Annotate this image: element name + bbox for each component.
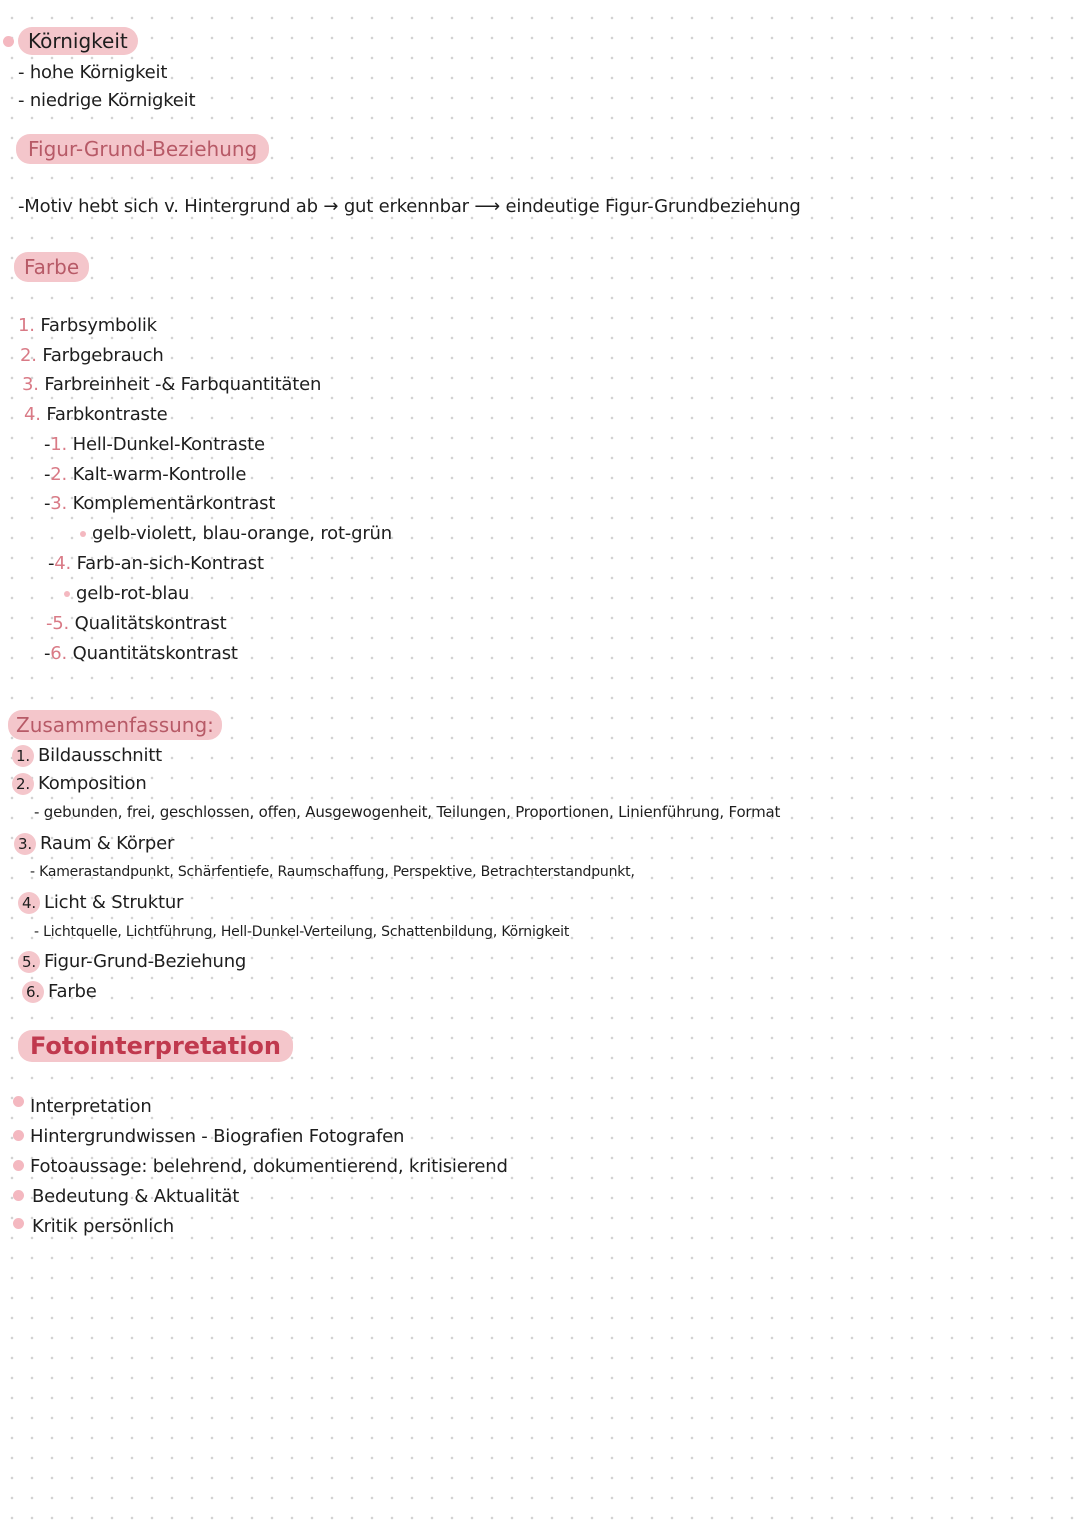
detail-line: - gebunden, frei, geschlossen, offen, Ausgewogenheit, Teilungen, Proportionen, Linienführung, Format (34, 803, 781, 821)
bullet-item: gelb-rot-blau (64, 582, 189, 606)
arrow-right-icon: → (323, 196, 339, 217)
list-item: 3. Farbreinheit -& Farbquantitäten (22, 374, 322, 395)
long-arrow-right-icon: ⟶ (474, 196, 500, 217)
list-item: 3. Raum & Körper (14, 832, 174, 856)
list-item: - hohe Körnigkeit (18, 62, 168, 83)
list-item: 2. Farbgebrauch (20, 345, 164, 366)
detail-line: - Kamerastandpunkt, Schärfentiefe, Raumschaffung, Perspektive, Betrachterstandpunkt, (30, 864, 635, 880)
bullet-dot (80, 531, 86, 537)
list-item: Fotoaussage: belehrend, dokumentierend, kritisierend (30, 1156, 508, 1177)
bullet-dot (13, 1160, 24, 1171)
bullet-item: gelb-violett, blau-orange, rot-grün (80, 522, 392, 546)
sub-list-item: -1. Hell-Dunkel-Kontraste (44, 434, 265, 455)
heading-farbe: Farbe (14, 252, 89, 282)
list-item: 4. Farbkontraste (24, 404, 168, 425)
bullet-dot (13, 1096, 24, 1107)
sub-list-item: -2. Kalt-warm-Kontrolle (44, 464, 247, 485)
heading-zusammenfassung: Zusammenfassung: (8, 710, 222, 740)
list-item: Bedeutung & Aktualität (32, 1186, 240, 1207)
bullet-dot (13, 1190, 24, 1201)
heading-figur-grund: Figur-Grund-Beziehung (16, 134, 269, 164)
list-item: 6. Farbe (22, 980, 97, 1004)
bullet-dot (64, 591, 70, 597)
list-item: Kritik persönlich (32, 1216, 175, 1237)
sub-list-item: -5. Qualitätskontrast (46, 613, 227, 634)
list-item: 2. Komposition (12, 772, 147, 796)
list-item: 1. Bildausschnitt (12, 744, 162, 768)
bullet-dot (3, 36, 14, 47)
figur-grund-line: -Motiv hebt sich v. Hintergrund ab → gut erkennbar ⟶ eindeutige Figur-Grundbeziehung (18, 196, 801, 217)
list-item: - niedrige Körnigkeit (18, 90, 196, 111)
heading-koernigkeit: Körnigkeit (18, 27, 138, 55)
list-item: 4. Licht & Struktur (18, 891, 183, 915)
detail-line: - Lichtquelle, Lichtführung, Hell-Dunkel-Verteilung, Schattenbildung, Körnigkeit (34, 924, 570, 940)
heading-fotointerpretation: Fotointerpretation (18, 1030, 293, 1062)
sub-list-item: -6. Quantitätskontrast (44, 643, 238, 664)
sub-list-item: -3. Komplementärkontrast (44, 493, 276, 514)
list-item: Interpretation (30, 1096, 152, 1117)
bullet-dot (13, 1218, 24, 1229)
list-item: Hintergrundwissen - Biografien Fotografen (30, 1126, 405, 1147)
list-item: 1. Farbsymbolik (18, 315, 157, 336)
list-item: 5. Figur-Grund-Beziehung (18, 950, 246, 974)
sub-list-item: -4. Farb-an-sich-Kontrast (48, 553, 264, 574)
bullet-dot (13, 1130, 24, 1141)
